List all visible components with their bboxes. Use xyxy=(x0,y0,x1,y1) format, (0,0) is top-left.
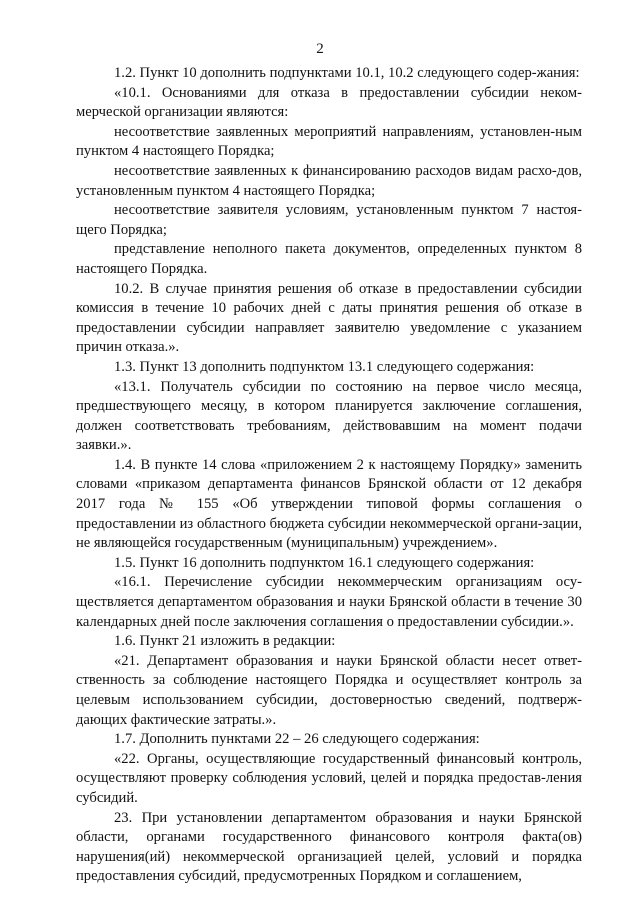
paragraph: 1.3. Пункт 13 дополнить подпунктом 13.1 следующего содержания: xyxy=(114,358,535,375)
paragraph: 10.2. В случае принятия решения об отказе в предоставлении субсидии комиссия в течение 10 рабочих дней с даты принятия решения об отказе в предоставлении субсидии направляет заявителю уведомление с указанием причин отказа.». xyxy=(76,280,582,356)
paragraph: 1.6. Пункт 21 изложить в редакции: xyxy=(114,633,336,650)
paragraph: 23. При установлении департаментом образования и науки Брянской области, органами государственного финансового контроля факта(ов) нарушения(ий) некоммерческой организацией целей, условий и порядка предоставления субсидий, предусмотренных Порядком и соглашением, xyxy=(76,809,582,885)
paragraph: несоответствие заявленных к финансированию расходов видам расхо-дов, установленным пунктом 4 настоящего Порядка; xyxy=(76,162,582,199)
document-body xyxy=(76,64,582,887)
paragraph: 1.7. Дополнить пунктами 22 – 26 следующего содержания: xyxy=(114,731,480,748)
paragraph: «22. Органы, осуществляющие государственный финансовый контроль, осуществляют проверку соблюдения условий, целей и порядка предостав-ления субсидий. xyxy=(76,750,582,806)
paragraph: «13.1. Получатель субсидии по состоянию на первое число месяца, предшествующего месяцу, в котором планируется заключение соглашения, должен соответствовать требованиям, действовавшим на момент подачи заявки.». xyxy=(76,378,582,454)
paragraph: «10.1. Основаниями для отказа в предоставлении субсидии неком-мерческой организации являются: xyxy=(76,84,582,121)
paragraph: несоответствие заявленных мероприятий направлениям, установлен-ным пунктом 4 настоящего Порядка; xyxy=(76,123,582,160)
paragraph: 1.5. Пункт 16 дополнить подпунктом 16.1 следующего содержания: xyxy=(114,554,535,571)
paragraph: «21. Департамент образования и науки Брянской области несет ответ-ственность за соблюдение настоящего Порядка и осуществляет контроль за целевым использованием субсидии, достоверностью сведений, подтверж-дающих фактические затраты.». xyxy=(76,652,582,728)
paragraph: представление неполного пакета документов, определенных пунктом 8 настоящего Порядка. xyxy=(76,241,582,277)
paragraph: несоответствие заявителя условиям, установленным пунктом 7 настоя-щего Порядка; xyxy=(76,202,582,238)
page-number: 2 xyxy=(316,41,324,57)
paragraph: «16.1. Перечисление субсидии некоммерческим организациям осу-ществляется департаментом образования и науки Брянской области в течение 30 календарных дней после заключения соглашения о предоставлении субсидии.». xyxy=(76,574,582,630)
paragraph: 1.4. В пункте 14 слова «приложением 2 к настоящему Порядку» заменить словами «приказом департамента финансов Брянской области от 12 декабря 2017 года № 155 «Об утверждении типовой формы соглашения о предоставлении из областного бюджета субсидии некоммерческой органи-зации, не являющейся государственным (муниципальным) учреждением». xyxy=(76,456,582,552)
paragraph: 1.2. Пункт 10 дополнить подпунктами 10.1, 10.2 следующего содер-жания: xyxy=(114,65,580,81)
